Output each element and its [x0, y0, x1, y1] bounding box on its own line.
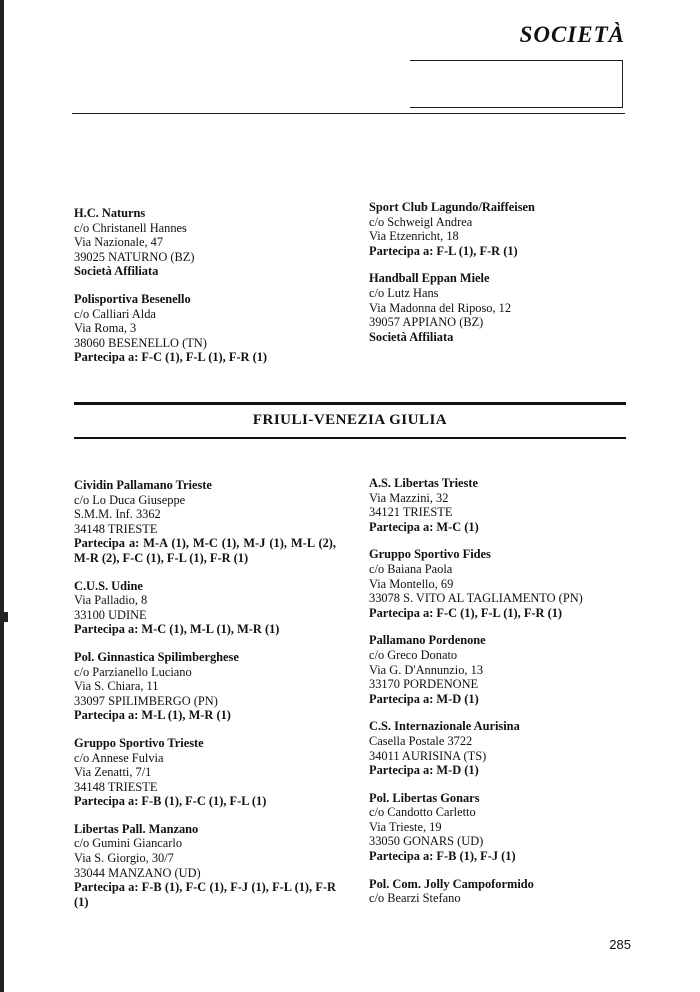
club-participation: Partecipa a: F-L (1), F-R (1) — [369, 243, 518, 258]
club-address-line: c/o Lo Duca Giuseppe — [74, 492, 186, 507]
club-name: Cividin Pallamano Trieste — [74, 478, 212, 492]
club-affiliation-note: Società Affiliata — [369, 329, 454, 344]
club-entry — [74, 736, 336, 809]
club-entry — [74, 206, 336, 279]
club-participation: Partecipa a: M-C (1) — [369, 519, 479, 534]
club-address-line: Via Roma, 3 — [74, 321, 137, 336]
club-address-line: Via Nazionale, 47 — [74, 235, 164, 250]
club-address-line: Via Etzenricht, 18 — [369, 229, 459, 244]
page-spine — [0, 0, 4, 992]
club-address-line: c/o Christanell Hannes — [74, 220, 187, 235]
club-name: H.C. Naturns — [74, 206, 146, 220]
left-column — [74, 478, 336, 922]
club-participation: Partecipa a: F-B (1), F-C (1), F-L (1) — [74, 794, 267, 809]
club-entry — [74, 292, 336, 365]
club-entry — [369, 547, 634, 620]
club-name: Handball Eppan Miele — [369, 271, 490, 286]
club-participation: Partecipa a: F-C (1), F-L (1), F-R (1) — [74, 350, 268, 365]
page-number: 285 — [609, 937, 631, 952]
club-name: Sport Club Lagundo/Raiffeisen — [369, 200, 535, 214]
club-entry — [74, 650, 336, 723]
club-address-line: c/o Schweigl Andrea — [369, 214, 473, 229]
club-name: Gruppo Sportivo Trieste — [74, 735, 204, 750]
club-address-line: Via Mazzini, 32 — [369, 490, 449, 505]
club-address-line: c/o Greco Donato — [369, 647, 458, 662]
club-name: Libertas Pall. Manzano — [74, 821, 199, 836]
club-name: Polisportiva Besenello — [74, 291, 191, 306]
club-address-line: c/o Annese Fulvia — [74, 750, 164, 765]
club-entry — [74, 822, 336, 910]
club-entry — [74, 478, 336, 566]
club-entry — [369, 200, 634, 258]
club-participation: Partecipa a: M-A (1), M-C (1), M-J (1), M-L (2), M-R (2), F-C (1), F-L (1), F-R (1) — [74, 536, 336, 565]
club-address-line: Via G. D'Annunzio, 13 — [369, 662, 484, 677]
club-participation: Partecipa a: F-B (1), F-C (1), F-J (1), F-L (1), F-R (1) — [74, 880, 336, 909]
header-box — [410, 60, 623, 108]
club-affiliation-note: Società Affiliata — [74, 264, 159, 279]
club-name: A.S. Libertas Trieste — [369, 476, 478, 490]
section-rule-top — [74, 402, 626, 405]
club-address-line: 33100 UDINE — [74, 607, 147, 622]
club-address-line: c/o Candotto Carletto — [369, 805, 476, 820]
club-address-line: 33170 PORDENONE — [369, 677, 479, 692]
club-address-line: c/o Lutz Hans — [369, 285, 439, 300]
club-participation: Partecipa a: M-D (1) — [369, 691, 479, 706]
club-address-line: Casella Postale 3722 — [369, 733, 473, 748]
top-right-column — [369, 200, 634, 357]
club-entry — [74, 579, 336, 637]
club-entry — [369, 476, 634, 534]
club-address-line: Via Montello, 69 — [369, 576, 454, 591]
club-address-line: Via Palladio, 8 — [74, 593, 148, 608]
club-address-line: c/o Baiana Paola — [369, 561, 453, 576]
margin-mark — [4, 612, 8, 622]
club-participation: Partecipa a: F-C (1), F-L (1), F-R (1) — [369, 605, 563, 620]
club-address-line: 34121 TRIESTE — [369, 505, 453, 520]
club-name: Gruppo Sportivo Fides — [369, 547, 491, 562]
club-participation: Partecipa a: M-D (1) — [369, 763, 479, 778]
club-address-line: Via S. Giorgio, 30/7 — [74, 851, 174, 866]
club-address-line: Via Trieste, 19 — [369, 819, 442, 834]
club-address-line: 34011 AURISINA (TS) — [369, 748, 487, 763]
club-name: Pol. Ginnastica Spilimberghese — [74, 649, 239, 664]
club-address-line: 34148 TRIESTE — [74, 521, 158, 536]
club-address-line: c/o Parzianello Luciano — [74, 664, 192, 679]
club-entry — [369, 877, 634, 906]
club-entry — [369, 791, 634, 864]
club-name: Pol. Libertas Gonars — [369, 790, 480, 805]
top-left-column — [74, 206, 336, 378]
club-address-line: 34148 TRIESTE — [74, 779, 158, 794]
club-participation: Partecipa a: M-C (1), M-L (1), M-R (1) — [74, 622, 280, 637]
section-rule-bottom — [74, 437, 626, 439]
right-column — [369, 476, 634, 919]
club-name: Pallamano Pordenone — [369, 633, 486, 648]
club-address-line: 33050 GONARS (UD) — [369, 834, 484, 849]
club-address-line: 39057 APPIANO (BZ) — [369, 315, 484, 330]
club-address-line: 38060 BESENELLO (TN) — [74, 335, 207, 350]
club-address-line: Via Zenatti, 7/1 — [74, 765, 152, 780]
club-name: C.S. Internazionale Aurisina — [369, 719, 520, 734]
club-name: C.U.S. Udine — [74, 578, 143, 593]
club-address-line: c/o Bearzi Stefano — [369, 891, 461, 906]
header-rule — [72, 113, 625, 114]
club-participation: Partecipa a: F-B (1), F-J (1) — [369, 849, 516, 864]
club-address-line: c/o Gumini Giancarlo — [74, 836, 183, 851]
club-name: Pol. Com. Jolly Campoformido — [369, 876, 534, 891]
club-entry — [369, 633, 634, 706]
club-address-line: S.M.M. Inf. 3362 — [74, 507, 161, 522]
section-title: FRIULI-VENEZIA GIULIA — [252, 412, 448, 428]
club-address-line: c/o Calliari Alda — [74, 306, 156, 321]
club-address-line: 33044 MANZANO (UD) — [74, 865, 201, 880]
club-entry — [369, 271, 634, 344]
club-address-line: 33078 S. VITO AL TAGLIAMENTO (PN) — [369, 591, 583, 606]
club-address-line: Via Madonna del Riposo, 12 — [369, 300, 512, 315]
club-address-line: 39025 NATURNO (BZ) — [74, 249, 195, 264]
club-address-line: 33097 SPILIMBERGO (PN) — [74, 693, 218, 708]
club-entry — [369, 719, 634, 777]
page-header-title: SOCIETÀ — [519, 22, 625, 47]
club-participation: Partecipa a: M-L (1), M-R (1) — [74, 708, 231, 723]
club-address-line: Via S. Chiara, 11 — [74, 679, 159, 694]
